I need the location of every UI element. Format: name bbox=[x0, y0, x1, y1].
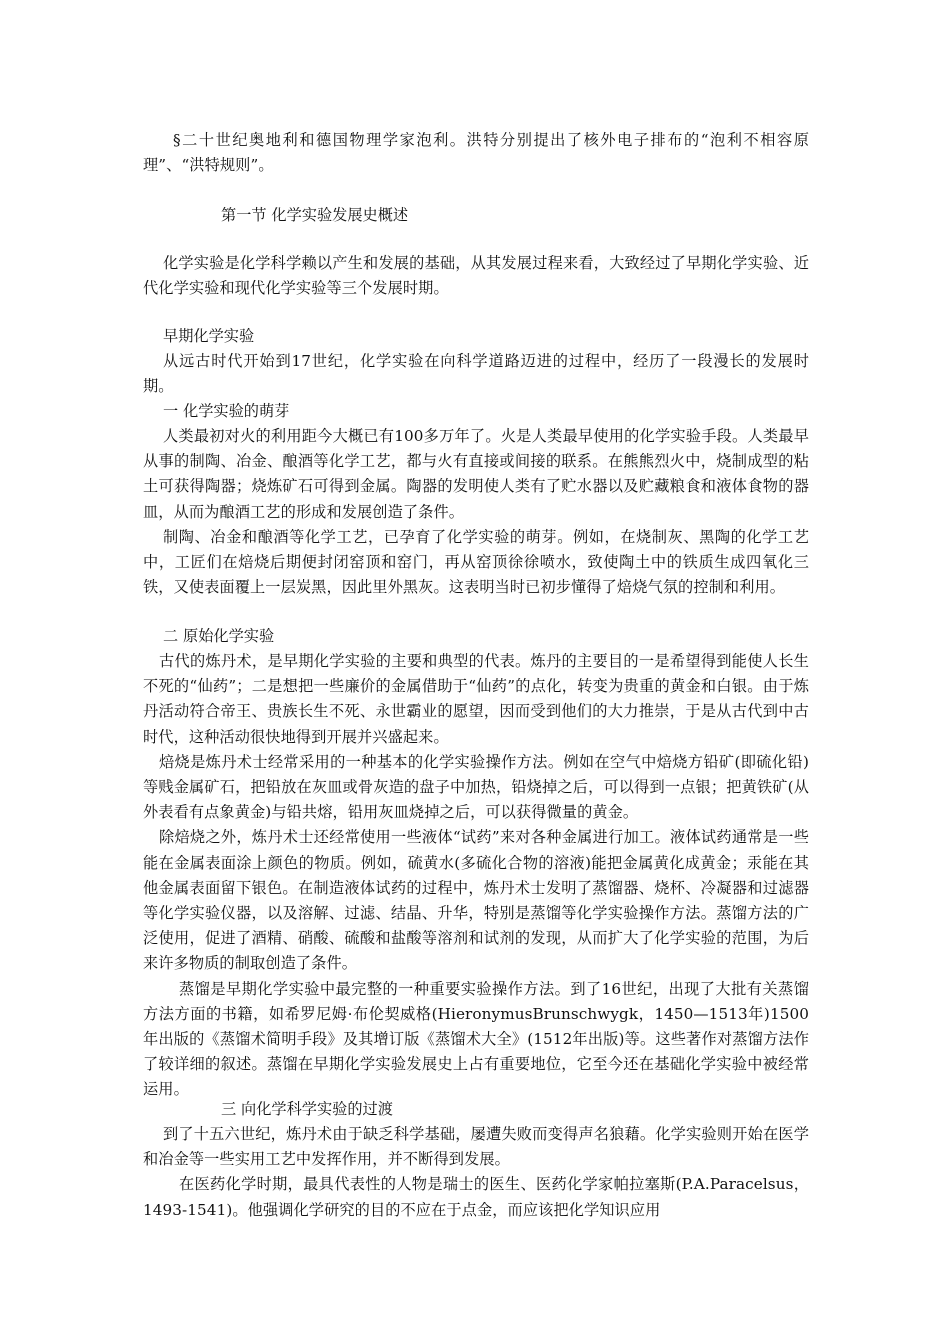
subsection-2-paragraph-3: 除焙烧之外，炼丹术士还经常使用一些液体“试药”来对各种金属进行加工。液体试药通常是一些能在金属表面涂上颜色的物质。例如，硫黄水(多硫化合物的溶液)能把金属黄化成黄金；汞能在其他金属表面留下银色。在制造液体试药的过程中，炼丹术士发明了蒸馏器、烧杯、冷凝器和过滤器等化学实验仪器，以及溶解、过滤、结晶、升华，特别是蒸馏等化学实验操作方法。蒸馏方法的广泛使用，促进了酒精、硝酸、硫酸和盐酸等溶剂和试剂的发现，从而扩大了化学实验的范围，为后来许多物质的制取创造了条件。 bbox=[143, 828, 809, 973]
subsection-2-paragraph-1: 古代的炼丹术，是早期化学实验的主要和典型的代表。炼丹的主要目的一是希望得到能使人长生不死的“仙药”；二是想把一些廉价的金属借助于“仙药”的点化，转变为贵重的黄金和白银。由于炼丹活动符合帝王、贵族长生不死、永世霸业的愿望，因而受到他们的大力推崇，于是从古代到中古时代，这种活动很快地得到开展并兴盛起来。 bbox=[143, 652, 809, 746]
early-experiment-text: 从远古时代开始到17世纪，化学实验在向科学道路迈进的过程中，经历了一段漫长的发展时期。 bbox=[143, 352, 809, 396]
intro-note-text: §二十世纪奥地利和德国物理学家泡利。洪特分别提出了核外电子排布的“泡利不相容原理”、“洪特规则”。 bbox=[143, 131, 809, 175]
early-experiment-heading: 早期化学实验 bbox=[163, 327, 255, 345]
subsection-1-heading: 一 化学实验的萌芽 bbox=[163, 402, 290, 420]
subsection-1-paragraph-1: 人类最初对火的利用距今大概已有100多万年了。火是人类最早使用的化学实验手段。人类最早从事的制陶、冶金、酿酒等化学工艺，都与火有直接或间接的联系。在熊熊烈火中，烧制成型的粘土可获得陶器；烧炼矿石可得到金属。陶器的发明使人类有了贮水器以及贮藏粮食和液体食物的器皿，从而为酿酒工艺的形成和发展创造了条件。 bbox=[143, 427, 809, 521]
intro-paragraph-text: 化学实验是化学科学赖以产生和发展的基础，从其发展过程来看，大致经过了早期化学实验、近代化学实验和现代化学实验等三个发展时期。 bbox=[143, 254, 809, 298]
subsection-2-heading: 二 原始化学实验 bbox=[163, 627, 275, 645]
early-experiment-paragraph bbox=[143, 349, 809, 399]
subsection-1-paragraph-2: 制陶、冶金和酿酒等化学工艺，已孕育了化学实验的萌芽。例如，在烧制灰、黑陶的化学工艺中，工匠们在焙烧后期便封闭窑顶和窑门，再从窑顶徐徐喷水，致使陶土中的铁质生成四氧化三铁，又使表面覆上一层炭黑，因此里外黑灰。这表明当时已初步懂得了焙烧气氛的控制和利用。 bbox=[143, 527, 809, 597]
section-title: 第一节 化学实验发展史概述 bbox=[221, 206, 409, 224]
subsection-3-heading: 三 向化学科学实验的过渡 bbox=[221, 1100, 393, 1118]
intro-paragraph bbox=[143, 251, 809, 301]
subsection-3-paragraph-2: 在医药化学时期，最具代表性的人物是瑞士的医生、医药化学家帕拉塞斯(P.A.Paracelsus，1493-1541)。他强调化学研究的目的不应在于点金，而应该把化学知识应用 bbox=[143, 1175, 809, 1219]
subsection-3-body bbox=[143, 1122, 809, 1223]
subsection-3-paragraph-1: 到了十五六世纪，炼丹术由于缺乏科学基础，屡遭失败而变得声名狼藉。化学实验则开始在医学和冶金等一些实用工艺中发挥作用，并不断得到发展。 bbox=[143, 1125, 809, 1169]
subsection-1-body bbox=[143, 424, 809, 600]
subsection-2-paragraph-2: 焙烧是炼丹术士经常采用的一种基本的化学实验操作方法。例如在空气中焙烧方铅矿(即硫化铅)等贱金属矿石，把铅放在灰皿或骨灰造的盘子中加热，铅烧掉之后，可以得到一点银；把黄铁矿(从外表看有点象黄金)与铅共熔，铅用灰皿烧掉之后，可以获得微量的黄金。 bbox=[143, 752, 809, 822]
subsection-2-body bbox=[143, 649, 809, 1103]
intro-note bbox=[143, 128, 809, 178]
subsection-2-paragraph-4: 蒸馏是早期化学实验中最完整的一种重要实验操作方法。到了16世纪，出现了大批有关蒸馏方法方面的书籍，如希罗尼姆·布伦契威格(HieronymusBrunschwygk，1450—1513年)1500年出版的《蒸馏术简明手段》及其增订版《蒸馏术大全》(1512年出版)等。这些著作对蒸馏方法作了较详细的叙述。蒸馏在早期化学实验发展史上占有重要地位，它至今还在基础化学实验中被经常运用。 bbox=[143, 979, 809, 1099]
